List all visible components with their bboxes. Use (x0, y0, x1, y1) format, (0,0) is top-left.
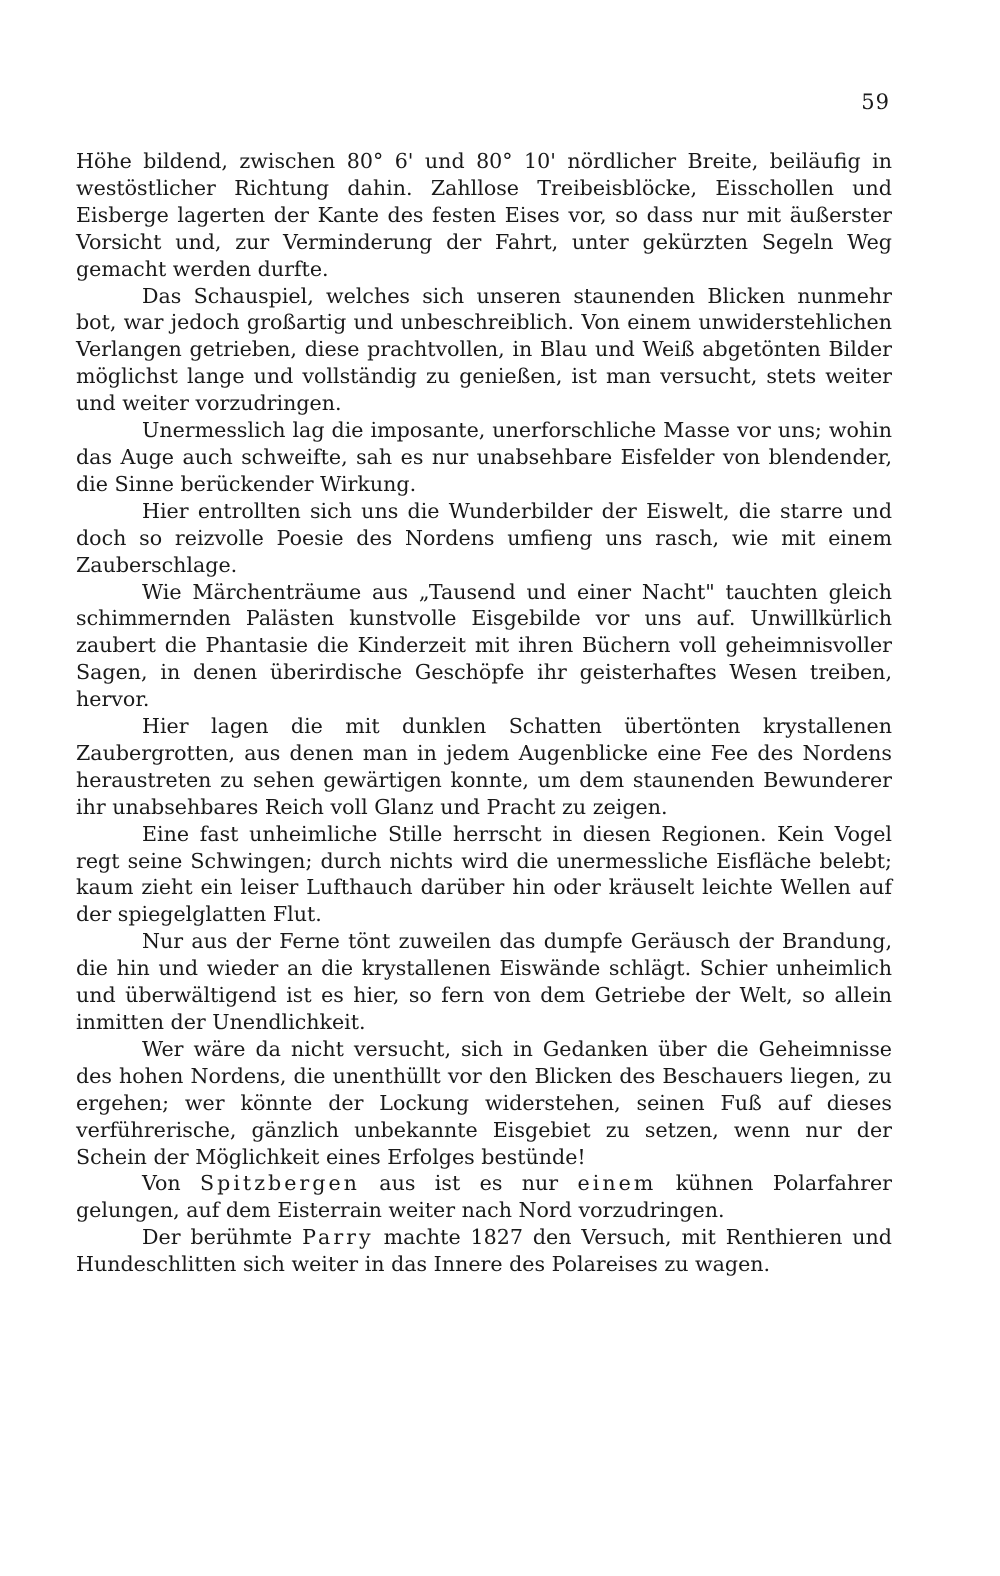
place-name-spitzbergen: Spitzbergen (200, 1171, 360, 1196)
paragraph-6: Hier lagen die mit dunklen Schatten übertönten krystallenen Zaubergrotten, aus denen man in jedem Augenblicke eine Fee des Nordens heraustreten zu sehen gewärtigen konnte, um dem staunenden Bewunderer ihr unabsehbares Reich voll Glanz und Pracht zu zeigen. (76, 714, 892, 819)
paragraph-5: Wie Märchenträume aus „Tausend und einer Nacht" tauchten gleich schimmernden Palästen kunstvolle Eisgebilde vor uns auf. Unwillkürlich zaubert die Phantasie die Kinderzeit mit ihren Büchern voll geheimnisvoller Sagen, in denen überirdische Geschöpfe ihr geisterhaftes Wesen treiben, hervor. (76, 579, 892, 712)
paragraph-2: Das Schauspiel, welches sich unseren staunenden Blicken nunmehr bot, war jedoch großartig und unbeschreiblich. Von einem unwiderstehlichen Verlangen getrieben, diese prachtvollen, in Blau und Weiß abgetönten Bilder möglichst lange und vollständig zu genießen, ist man versucht, stets weiter und weiter vorzudringen. (76, 283, 892, 416)
paragraph-1: Höhe bildend, zwischen 80° 6' und 80° 10' nördlicher Breite, beiläufig in westöstlicher Richtung dahin. Zahllose Treibeisblöcke, Eisschollen und Eisberge lagerten der Kante des festen Eises vor, so dass nur mit äußerster Vorsicht und, zur Verminderung der Fahrt, unter gekürzten Segeln Weg gemacht werden durfte. (76, 149, 892, 281)
paragraph-11-part-1: Der berühmte (142, 1225, 303, 1250)
paragraph-10-part-1: Von (142, 1171, 201, 1196)
body-text (76, 148, 892, 1278)
paragraph-10 (76, 1170, 892, 1224)
paragraph-9: Wer wäre da nicht versucht, sich in Gedanken über die Geheimnisse des hohen Nordens, die unenthüllt vor den Blicken des Beschauers liegen, zu ergehen; wer könnte der Lockung widerstehen, seinen Fuß auf dieses verführerische, gänzlich unbekannte Eisgebiet zu setzen, wenn nur der Schein der Möglichkeit eines Erfolges bestünde! (76, 1036, 892, 1169)
paragraph-10-part-5: kühnen Polarfahrer gelungen, auf dem Eisterrain weiter nach Nord vorzudringen. (76, 1171, 892, 1223)
person-name-parry: Parry (302, 1225, 374, 1250)
paragraph-11-part-3: machte 1827 den Versuch, mit Renthieren und Hundeschlitten sich weiter in das Innere des Polareises zu wagen. (76, 1225, 892, 1277)
paragraph-3: Unermesslich lag die imposante, unerforschliche Masse vor uns; wohin das Auge auch schweifte, sah es nur unabsehbare Eisfelder von blendender, die Sinne berückender Wirkung. (76, 418, 892, 496)
emphasis-einem: einem (577, 1171, 657, 1196)
paragraph-4: Hier entrollten sich uns die Wunderbilder der Eiswelt, die starre und doch so reizvolle Poesie des Nordens umfieng uns rasch, wie mit einem Zauberschlage. (76, 498, 892, 577)
paragraph-11 (76, 1224, 892, 1278)
paragraph-7: Eine fast unheimliche Stille herrscht in diesen Regionen. Kein Vogel regt seine Schwingen; durch nichts wird die unermessliche Eisfläche belebt; kaum zieht ein leiser Lufthauch darüber hin oder kräuselt leichte Wellen auf der spiegelglatten Flut. (76, 821, 892, 927)
paragraph-10-part-3: aus ist es nur (359, 1171, 578, 1196)
page-number: 59 (861, 90, 890, 114)
paragraph-8: Nur aus der Ferne tönt zuweilen das dumpfe Geräusch der Brandung, die hin und wieder an die krystallenen Eiswände schlägt. Schier unheimlich und überwältigend ist es hier, so fern von dem Getriebe der Welt, so allein inmitten der Unendlichkeit. (76, 929, 892, 1034)
